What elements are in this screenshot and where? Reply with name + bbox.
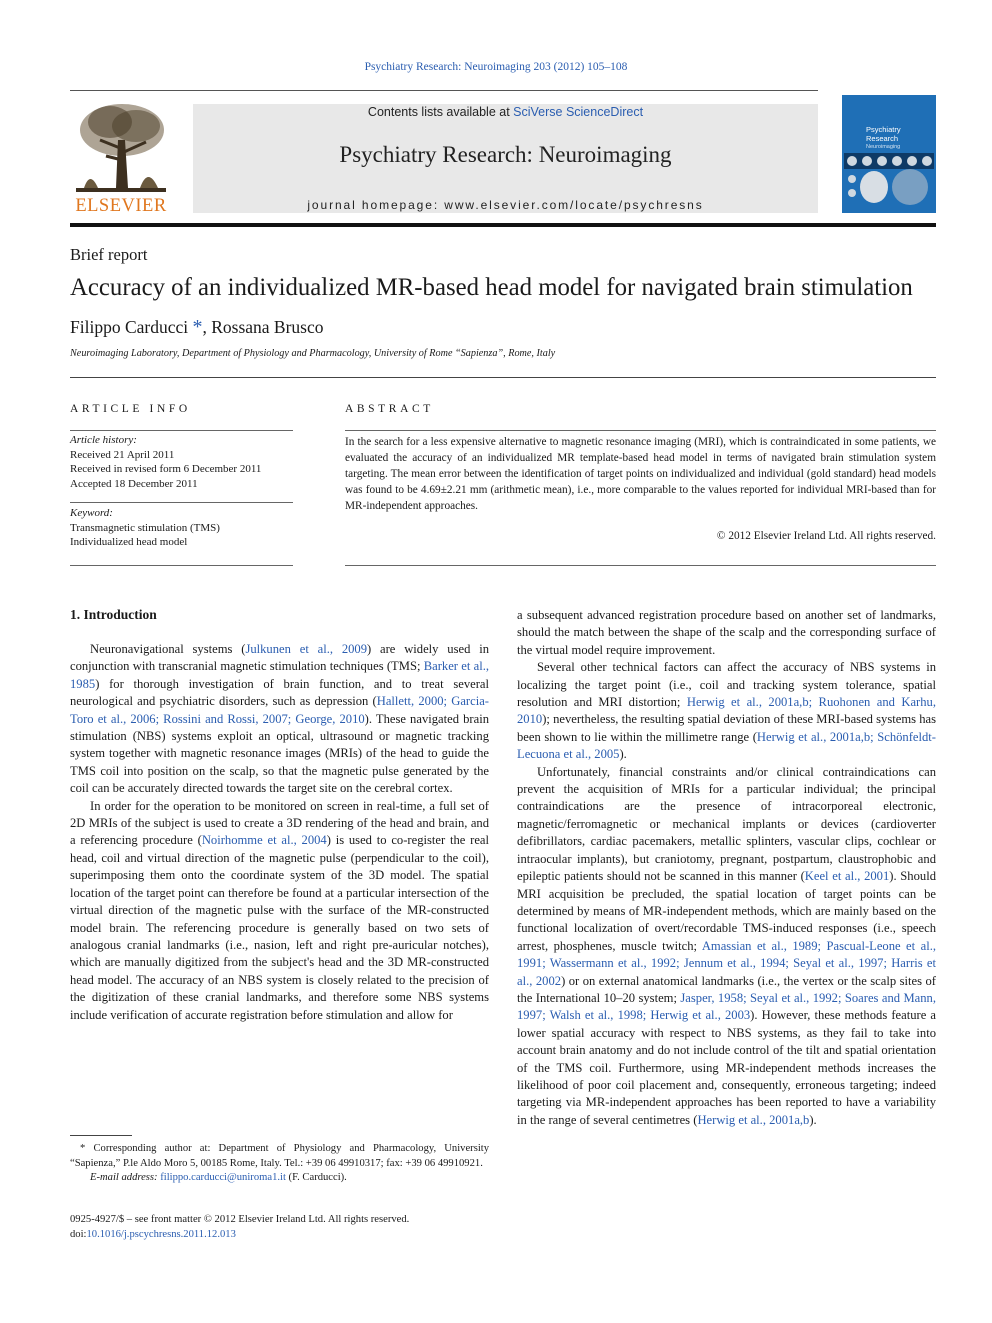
author-list xyxy=(70,316,324,339)
keyword-item: Individualized head model xyxy=(70,536,188,548)
elsevier-wordmark: ELSEVIER xyxy=(75,196,167,216)
revised-date: Received in revised form 6 December 2011 xyxy=(70,463,262,475)
article-info-rule xyxy=(70,430,293,431)
contents-line xyxy=(193,105,818,119)
issn-line: 0925-4927/$ – see front matter © 2012 Elsevier Ireland Ltd. All rights reserved. xyxy=(70,1214,410,1225)
contents-prefix: Contents lists available at xyxy=(367,105,514,119)
footnote-star: * xyxy=(80,1143,86,1154)
left-column xyxy=(70,641,489,1024)
reference-link[interactable]: Keel et al., 2001 xyxy=(804,869,890,884)
doi-label: doi: xyxy=(70,1228,87,1240)
reference-link[interactable]: Julkunen et al., 2009 xyxy=(245,642,368,656)
journal-citation[interactable]: Psychiatry Research: Neuroimaging 203 (2012) 105–108 xyxy=(364,61,628,73)
tree-icon xyxy=(70,100,172,196)
issn-doi-block xyxy=(70,1213,489,1242)
journal-homepage[interactable]: journal homepage: www.elsevier.com/locate/psychresns xyxy=(307,198,704,212)
abstract-bottom-rule xyxy=(345,565,936,566)
reference-link[interactable]: Herwig et al., 2001a,b; Ruohonen and Karhu, 2010 xyxy=(517,695,936,727)
corresponding-author-footnote xyxy=(70,1142,489,1186)
doi-link[interactable]: 10.1016/j.pscychresns.2011.12.013 xyxy=(86,1228,236,1240)
corresponding-author-star[interactable]: * xyxy=(192,316,203,338)
keywords xyxy=(70,506,300,550)
paragraph: a subsequent advanced registration procedure based on another set of landmarks, should the match between the shape of the scalp and the corresponding surface of the virtual model require improvement. xyxy=(517,608,936,657)
email-suffix: (F. Carducci). xyxy=(285,1172,347,1183)
reference-link[interactable]: Herwig et al., 2001a,b; Schönfeldt-Lecuona et al., 2005 xyxy=(517,729,936,762)
keyword-rule xyxy=(70,502,293,503)
reference-link[interactable]: Herwig et al., 2001a,b xyxy=(697,1112,810,1127)
email-link[interactable]: filippo.carducci@uniroma1.it xyxy=(160,1172,286,1183)
cover-subtitle: Neuroimaging xyxy=(866,144,901,150)
article-info-bottom-rule xyxy=(70,565,293,566)
section-type: Brief report xyxy=(70,245,148,264)
introduction-heading: 1. Introduction xyxy=(70,607,157,622)
footnote-rule xyxy=(70,1135,132,1136)
affiliation: Neuroimaging Laboratory, Department of Physiology and Pharmacology, University of Rome “Sapienza”, Rome, Italy xyxy=(70,348,556,359)
paragraph: Several other technical factors can affect the accuracy of NBS systems in localizing the target point (i.e., coil and tracking system tolerance, spatial resolution and MRI distortion; Herwig et al., 2001a,b; Ruohonen and Karhu, 2010); nevertheless, the resulting spatial deviation of these MRI-based systems has been shown to lie within the millimetre range (Herwig et al., 2001a,b; Schönfeldt-Lecuona et al., 2005). xyxy=(517,660,936,762)
abstract-heading: ABSTRACT xyxy=(345,403,434,415)
abstract-text: In the search for a less expensive alternative to magnetic resonance imaging (MRI), which is contraindicated in some patients, we evaluated the accuracy of an individualized MR template-based head model in terms of navigated brain stimulation system targeting. The mean error between the identification of target points on individualized and individual (gold standard) head models was found to be 4.69±2.21 mm (arithmetic mean), i.e., more comparable to the values reported for individual MRI-based than for MR-independent approaches. xyxy=(345,436,936,512)
reference-link[interactable]: Barker et al., 1985 xyxy=(70,659,489,691)
footnote-text: Corresponding author at: Department of Physiology and Pharmacology, University “Sapienza,” P.le Aldo Moro 5, 00185 Rome, Italy. Tel.: +39 06 49910317; fax: +39 06 49910921. xyxy=(70,1143,489,1169)
sciencedirect-link[interactable]: SciVerse ScienceDirect xyxy=(513,105,644,119)
header-top-rule xyxy=(70,90,818,91)
title-block-rule xyxy=(70,377,936,378)
author-carducci: Filippo Carducci xyxy=(70,317,193,337)
header-bottom-rule xyxy=(70,223,936,227)
reference-link[interactable]: Amassian et al., 1989; Pascual-Leone et al., 1991; Wassermann et al., 1992; Jennum et al., 1994; Seyal et al., 1997; Harris et al., 2002 xyxy=(517,938,936,988)
keyword-label: Keyword: xyxy=(70,507,113,519)
article-history xyxy=(70,433,300,491)
author-brusco: , Rossana Brusco xyxy=(202,317,324,337)
journal-cover-image xyxy=(842,95,936,213)
reference-link[interactable]: Noirhomme et al., 2004 xyxy=(201,833,327,848)
email-label: E-mail address: xyxy=(90,1172,158,1183)
history-label: Article history: xyxy=(70,434,137,446)
abstract-rule xyxy=(345,430,936,431)
accepted-date: Accepted 18 December 2011 xyxy=(70,477,198,490)
article-title: Accuracy of an individualized MR-based head model for navigated brain stimulation xyxy=(70,274,913,301)
paragraph: In order for the operation to be monitored on screen in real-time, a full set of 2D MRIs of the subject is used to create a 3D rendering of the head and brain, and a referencing procedure (Noirhomme et al., 2004) is used to co-register the real head, coil and virtual direction of the magnetic pulse (perpendicular to the coil), superimposing them onto the coordinate system of the 3D model. The spatial location of the target point can therefore be found at a particular intersection of the virtual direction of the magnetic pulse with the surface of the MR-constructed model brain. The referencing procedure is generally based on two sets of analogous cranial landmarks (i.e., nasion, left and right pre-auricular notches), which are manually digitized from the subject's head and the 3D MR-constructed head model. The accuracy of an NBS system is closely related to the precision of the digitization of these cranial landmarks, and therefore some NBS systems include verification of accurate registration before stimulation and allow for xyxy=(70,798,490,1022)
paragraph: Neuronavigational systems (Julkunen et al., 2009) are widely used in conjunction with transcranial magnetic stimulation techniques (TMS; Barker et al., 1985) for thorough investigation of brain function, and to treat several neurological and psychiatric disorders, such as depression (Hallett, 2000; Garcia-Toro et al., 2006; Rossini and Rossi, 2007; George, 2010). These navigated brain stimulation (NBS) systems exploit an optical, ultrasound or magnetic tracking system together with magnetic resonance images (MRIs) of the head to guide the TMS coil into position on the scalp, so that the magnetic pulse generated by the coil can be accurately directed towards the target site on the cerebral cortex. xyxy=(70,642,489,796)
keyword-item: Transmagnetic stimulation (TMS) xyxy=(70,521,220,534)
right-column xyxy=(517,607,936,1129)
paragraph: Unfortunately, financial constraints and/or clinical contraindications can prevent the acquisition of MRIs for a particular individual; the principal contraindications are the presence of intracorporeal electronic, magnetic/ferromagnetic or mechanical implants or devices (cardioverter defibrillators, cardiac pacemakers, metallic splinters, vascular clips, cochlear or intraocular implants), but craniotomy, pregnant, postpartum, claustrophobic and epileptic patients should not be scanned in this manner (Keel et al., 2001). Should MRI acquisition be precluded, the spatial location of target points can be determined by means of MR-independent methods, which are mainly based on the functional localization of overt/recordable TMS-induced responses (i.e., speech arrest, phosphenes, muscle twitch; Amassian et al., 1989; Pascual-Leone et al., 1991; Wassermann et al., 1992; Jennum et al., 1994; Seyal et al., 1997; Harris et al., 2002) or on external anatomical landmarks (i.e., the vertex or the scalp sites of the International 10–20 system; Jasper, 1958; Seyal et al., 1992; Soares and Mann, 1997; Walsh et al., 1998; Herwig et al., 2003). However, these methods feature a lower spatial accuracy with respect to NBS systems, as they fail to take into account brain anatomy and do not include control of the tilt and spatial orientation of the TMS coil. Furthermore, using MR-independent methods increases the likelihood of poor coil placement and, consequently, erroneous targeting; indeed targeting via MR-independent approaches has been reported to have a variability in the range of several centimetres (Herwig et al., 2001a,b). xyxy=(517,764,937,1127)
abstract-copyright: © 2012 Elsevier Ireland Ltd. All rights reserved. xyxy=(716,530,936,542)
journal-title: Psychiatry Research: Neuroimaging xyxy=(339,142,672,167)
brain-scan-icon xyxy=(842,95,936,213)
reference-link[interactable]: Hallett, 2000; Garcia-Toro et al., 2006; Rossini and Rossi, 2007; George, 2010 xyxy=(70,694,489,726)
article-info-heading: ARTICLE INFO xyxy=(70,403,191,415)
received-date: Received 21 April 2011 xyxy=(70,448,175,461)
cover-title: Psychiatry Research xyxy=(866,125,901,143)
reference-link[interactable]: Jasper, 1958; Seyal et al., 1992; Soares and Mann, 1997; Walsh et al., 1998; Herwig et al., 2003 xyxy=(517,990,936,1023)
